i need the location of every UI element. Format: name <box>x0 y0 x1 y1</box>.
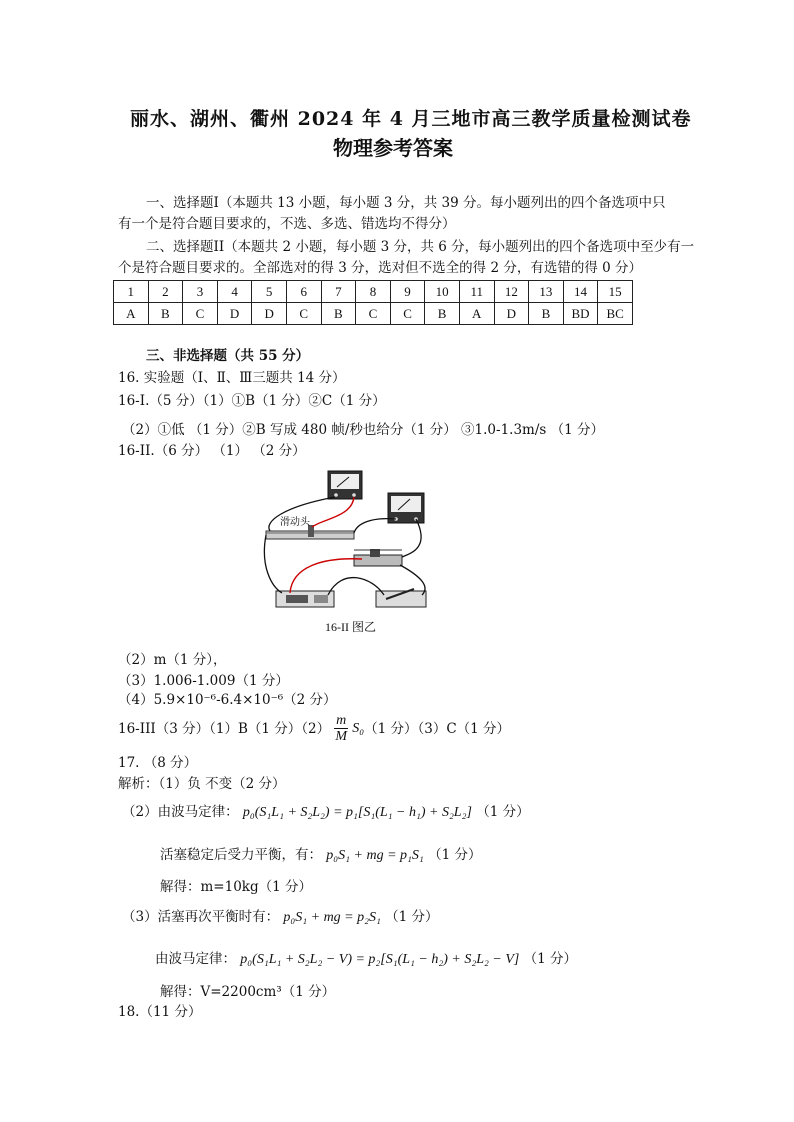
cell-num: 10 <box>425 281 460 303</box>
cell-num: 5 <box>252 281 287 303</box>
fraction-m-over-M <box>334 713 348 744</box>
q17-2-eq: p₀(S₁L₁ + S₂L₂) = p₁[S₁(L₁ − h₁) + S₂L₂] <box>242 805 472 820</box>
cell-num: 11 <box>459 281 494 303</box>
cell-answer: B <box>529 303 564 325</box>
cell-num: 12 <box>494 281 529 303</box>
page-subtitle: 物理参考答案 <box>333 136 453 160</box>
switch-icon <box>376 589 426 607</box>
cell-num: 15 <box>598 281 633 303</box>
q16-1a: 16-I.（5 分）（1）①B（1 分）②C（1 分） <box>118 393 386 409</box>
cell-num: 7 <box>321 281 356 303</box>
figure-slider-label: 滑动头 <box>280 517 310 528</box>
cell-num: 8 <box>356 281 391 303</box>
q17-6-post: （1 分） <box>523 951 577 967</box>
q16-1b: （2）①低 （1 分）②B 写成 480 帧/秒也给分（1 分） ③1.0-1.3m/s （1 分） <box>122 422 604 438</box>
cell-answer: C <box>356 303 391 325</box>
meter-left-icon <box>328 471 362 499</box>
cell-answer: B <box>425 303 460 325</box>
q16-3-line <box>118 713 510 744</box>
q17-1: 解析：（1）负 不变（2 分） <box>118 776 286 792</box>
q17-7: 解得：V=2200cm³（1 分） <box>160 984 336 1000</box>
exam-title: 丽水、湖州、衢州 2024 年 4 月三地市高三教学质量检测试卷 <box>130 108 692 130</box>
q17-6-eq: p₀(S₁L₁ + S₂L₂ − V) = p₂[S₁(L₁ − h₂) + S₂L₂ − V] <box>240 952 520 967</box>
cell-answer: C <box>286 303 321 325</box>
cell-num: 1 <box>114 281 149 303</box>
q17-6-line <box>155 950 577 969</box>
answer-table-answer-row <box>114 303 633 325</box>
cell-answer: C <box>390 303 425 325</box>
rheostat-icon <box>354 549 402 566</box>
q17-3-post: （1 分） <box>428 847 482 863</box>
fraction-numerator: m <box>336 713 347 728</box>
q17-2-post: （1 分） <box>476 804 530 820</box>
q17-5-line <box>122 908 439 927</box>
answer-table <box>113 280 633 325</box>
cell-num: 9 <box>390 281 425 303</box>
cell-num: 2 <box>148 281 183 303</box>
section1-line2: 有一个是符合题目要求的，不选、多选、错选均不得分） <box>118 216 456 232</box>
q17-2-line <box>122 803 530 822</box>
cell-answer: D <box>252 303 287 325</box>
q17-3-pre: 活塞稳定后受力平衡，有： <box>160 847 322 863</box>
q17-head: 17. （8 分） <box>118 755 198 771</box>
q17-5-pre: （3）活塞再次平衡时有： <box>122 909 280 925</box>
q16-intro: 16. 实验题（Ⅰ、Ⅱ、Ⅲ三题共 14 分） <box>118 370 346 386</box>
q16-2-2: （2）m（1 分）， <box>118 652 227 668</box>
cell-answer: B <box>148 303 183 325</box>
cell-num: 6 <box>286 281 321 303</box>
q17-3-line <box>160 846 481 865</box>
cell-answer: A <box>459 303 494 325</box>
section2-line2: 个是符合题目要求的。全部选对的得 3 分，选对但不选全的得 2 分，有选错的得 0 分） <box>118 260 643 276</box>
cell-answer: A <box>114 303 149 325</box>
q16-2-4: （4）5.9×10⁻⁶-6.4×10⁻⁶（2 分） <box>118 692 337 708</box>
cell-answer: D <box>494 303 529 325</box>
section2-line1: 二、选择题II（本题共 2 小题，每小题 3 分，共 6 分，每小题列出的四个备选项中至少有一 <box>146 239 695 255</box>
q17-5-eq: p₀S₁ + mg = p₂S₁ <box>283 910 381 925</box>
cell-answer: C <box>183 303 218 325</box>
circuit-figure <box>262 467 434 615</box>
cell-answer: BD <box>563 303 598 325</box>
q17-2-pre: （2）由波马定律： <box>122 804 239 820</box>
answer-table-number-row <box>114 281 633 303</box>
cell-num: 13 <box>529 281 564 303</box>
q17-4: 解得：m=10kg（1 分） <box>160 879 312 895</box>
q17-3-eq: p₀S₁ + mg = p₁S₁ <box>326 848 424 863</box>
q18-head: 18.（11 分） <box>118 1004 202 1020</box>
battery-icon <box>276 591 334 607</box>
cell-num: 3 <box>183 281 218 303</box>
circuit-diagram <box>262 467 434 615</box>
cell-num: 14 <box>563 281 598 303</box>
q16-2-3: （3）1.006-1.009（1 分） <box>118 673 289 689</box>
q16-2: 16-II.（6 分） （1） （2 分） <box>118 443 306 459</box>
section1-line1: 一、选择题I（本题共 13 小题，每小题 3 分，共 39 分。每小题列出的四个备选项中只 <box>146 195 666 211</box>
q16-3-s0: S₀ <box>352 720 365 736</box>
q16-3-post: （1 分）（3）C（1 分） <box>364 720 511 737</box>
cell-answer: BC <box>598 303 633 325</box>
q17-6-pre: 由波马定律： <box>155 951 236 967</box>
fraction-denominator: M <box>335 729 347 744</box>
cell-answer: D <box>217 303 252 325</box>
section3-title: 三、非选择题（共 55 分） <box>146 348 310 364</box>
q16-3-pre: 16-III（3 分）（1）B（1 分）（2） <box>118 720 331 737</box>
cell-num: 4 <box>217 281 252 303</box>
cell-answer: B <box>321 303 356 325</box>
figure-caption: 16-II 图乙 <box>325 620 376 634</box>
q17-5-post: （1 分） <box>385 909 439 925</box>
